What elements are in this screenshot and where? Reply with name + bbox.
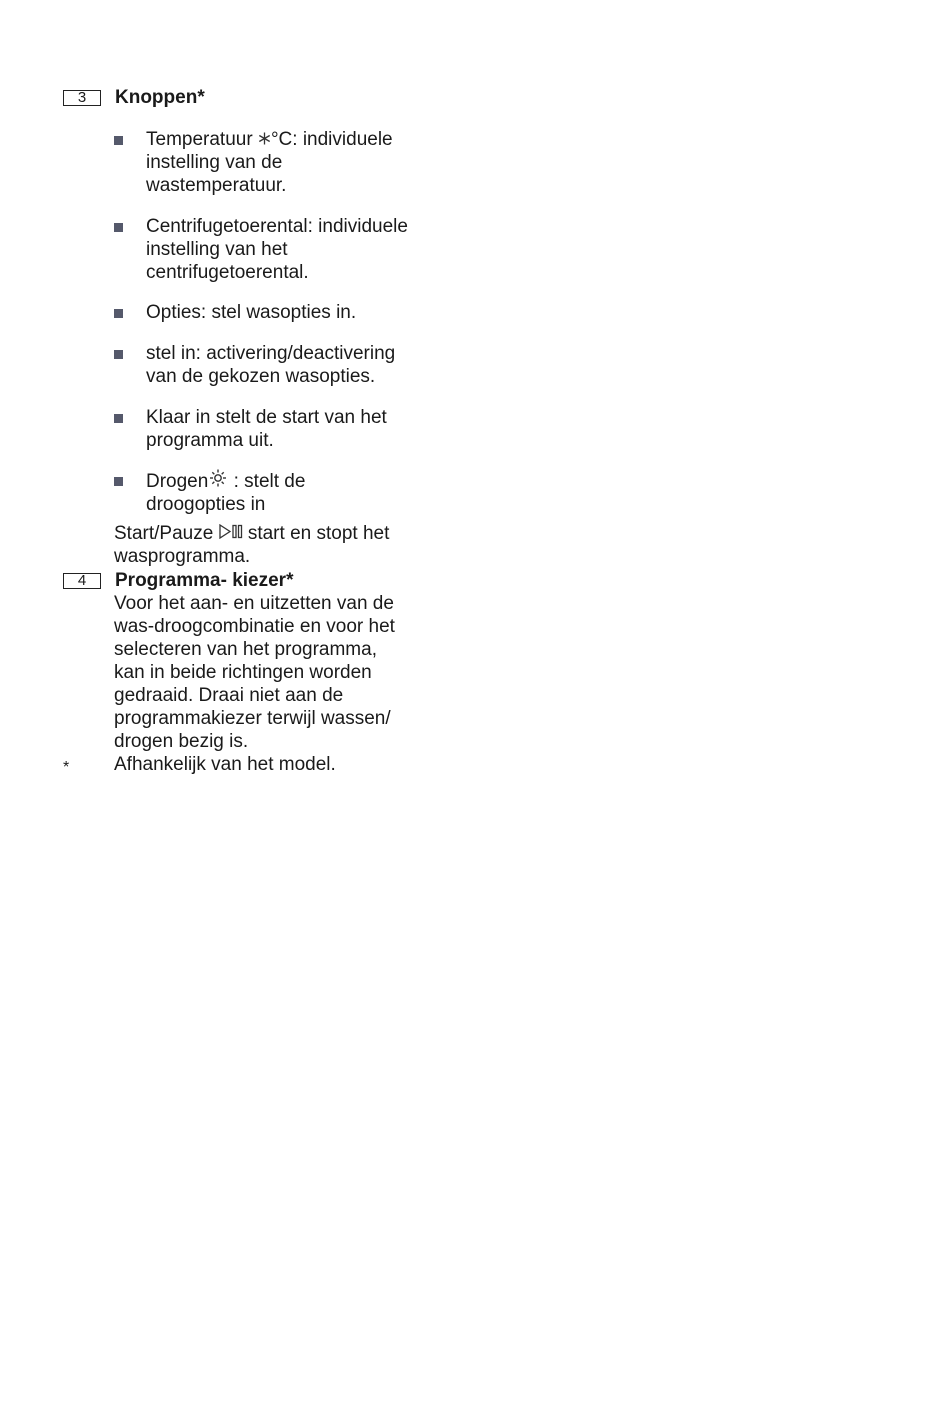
bullet-icon [114, 223, 123, 232]
bullet-icon [114, 477, 123, 486]
footnote-text: Afhankelijk van het model. [114, 754, 336, 775]
footnote-asterisk: * [63, 759, 70, 776]
section-4-title: Programma- kiezer* [115, 570, 294, 591]
temperature-description: °C: individuele instelling van de wastemperatuur. [146, 129, 393, 196]
section-number-3: 3 [63, 90, 101, 106]
options-description: Opties: stel wasopties in. [146, 302, 357, 323]
spin-speed-description: Centrifugetoerental: individuele instelling van het centrifugetoerental. [146, 216, 408, 283]
temperature-label: Temperatuur [146, 129, 258, 150]
bullet-icon [114, 414, 123, 423]
bullet-icon [114, 309, 123, 318]
snowflake-icon [258, 132, 271, 145]
start-pause-label: Start/Pauze [114, 523, 219, 544]
ready-in-description: Klaar in stelt de start van het programma uit. [146, 407, 387, 451]
sun-dry-icon [208, 469, 228, 487]
start-pause-description [114, 522, 464, 568]
section-3-title: Knoppen* [115, 87, 205, 108]
program-selector-description: Voor het aan- en uitzetten van de was-droogcombinatie en voor het selecteren van het programma, kan in beide richtingen worden gedraaid. Draai niet aan de programmakiezer terwijl wassen/ drogen bezig is. [114, 593, 395, 752]
bullet-icon [114, 350, 123, 359]
start-pause-text: start en stopt het wasprogramma. [114, 523, 390, 567]
section-number-4: 4 [63, 573, 101, 589]
set-in-description: stel in: activering/deactivering van de gekozen wasopties. [146, 343, 396, 387]
bullet-icon [114, 136, 123, 145]
play-pause-icon [219, 524, 243, 539]
drying-label: Drogen [146, 471, 209, 492]
drying-description: : stelt de droogopties in [146, 471, 306, 515]
